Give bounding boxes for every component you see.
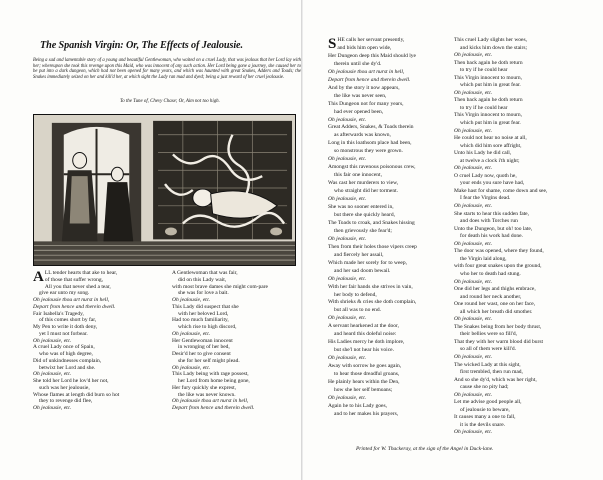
verse-line: Amongst this ravenous poisonous crew, [328,164,416,171]
column-1 [33,270,169,412]
verse-line: first trembled, then run mad, [460,369,523,376]
refrain-line: Oh jealousie, etc. [454,165,493,172]
verse-line: Did of unkindnesses complain, [33,357,102,364]
verse-line: your ends you sure have had, [460,180,525,187]
verse-line: This Dungeon not for many years, [328,100,404,107]
verse-line: Let me advise good people all, [454,399,522,406]
verse-line: her Lord from home being gone, [178,378,250,384]
left-page [0,0,301,480]
verse-line: in wronging of her bed, [178,344,230,351]
verse-line: It causes many a one to fall, [454,414,516,421]
verse-line: And so she dy'd, which was her right, [454,376,537,383]
verse-line: the like was never known. [178,391,236,398]
refrain-line: Oh jealousie, etc. [454,89,493,96]
verse-line: Which made her sorely for to weep, [328,259,407,266]
verse-line: A cruel Lady once of Spain, [33,344,95,351]
verse-line: and round her neck another, [460,293,522,300]
verse-line: Her Dungeon deep this Maid should lye [328,52,416,59]
verse-line: All you that never shed a tear, [44,283,111,290]
verse-line: She starts to hear this sudden fate, [454,210,529,217]
refrain-line: Oh jealousie, etc. [33,337,72,344]
verse-line: their bellies were so fill'd, [460,331,518,338]
verse-line: and her sad doom bewail. [334,267,391,274]
refrain-line: Oh jealousie, etc. [454,429,493,436]
verse-line: The door was opened, where they found, [454,248,544,255]
verse-line: with four great snakes upon the ground, [454,263,542,270]
column-4 [454,37,600,437]
refrain-line: Oh jealousie, etc. [328,355,367,362]
drop-cap: A [33,269,44,285]
verse-line: Away with sorrow he goes again, [328,363,402,370]
verse-line: with most brave dames she might com-pare [172,283,268,290]
verse-line: With shrieks & cries she doth complain, [328,299,417,306]
verse-line: and bids him open wide, [337,44,392,51]
refrain-line: Oh jealousie, etc. [328,315,367,322]
refrain-line: Oh jealousie, etc. [172,364,211,371]
verse-line: and kicks him down the stairs; [460,44,528,51]
verse-line: so monstrous they were grown. [334,148,403,155]
tune-direction: To the Tune of, Chevy Chase; Or, Aim not too high. [120,99,220,104]
verse-line: A Gentlewoman that was fair, [172,270,238,276]
verse-line: One did her legs and thighs embrace, [454,286,536,293]
verse-line: She told her Lord he lov'd her not, [33,378,109,384]
verse-line: Unto his Lady he did call, [454,150,512,157]
verse-line: That they with her warm blood did burst [454,338,544,345]
refrain-line: Depart from hence and therein dwell. [328,76,411,83]
verse-line: all which her breath did smother. [460,308,533,315]
verse-line: A servant hearkened at the door, [328,323,399,330]
verse-line: which put him in great fear. [460,82,521,89]
verse-line: this fair one innocent, [334,172,382,179]
ballad-title: The Spanish Virgin: Or, The Effects of Jealousie. [40,40,243,51]
verse-line: the Virgin laid along, [460,255,507,262]
verse-line: The Snakes being from her body thrust, [454,323,542,330]
verse-line: she was for love a bait. [178,290,229,297]
verse-line: She was no sooner entered in, [328,204,394,211]
verse-line: which rise to high discord, [178,324,237,330]
verse-line: and does with Torches run [460,218,518,225]
verse-line: yet I must not forbear. [39,330,88,337]
verse-line: and fiercely her assail, [334,251,384,258]
column-2 [172,270,300,412]
verse-line: This Lady did suspect that she [172,303,239,310]
verse-line: Was cast her murderers to view, [328,180,399,187]
verse-line: Then back again he doth return [454,59,523,66]
refrain-line: Oh jealousie thou art nurst in hell, [328,68,405,75]
verse-line: but she'l not hear his voice. [334,347,394,354]
refrain-line: Oh jealousie thou art nurst in hell, [172,398,249,405]
refrain-line: Oh jealousie, etc. [328,235,367,242]
verse-line: who was of high degree, [39,351,93,357]
refrain-line: Oh jealousie, etc. [454,353,493,360]
refrain-line: Oh jealousie, etc. [454,52,493,59]
verse-line: give ear unto my song. [39,290,90,297]
verse-line: cause she no pity had; [460,384,509,391]
verse-line: His Ladies mercy he doth implore, [328,339,405,346]
refrain-line: Oh jealousie, etc. [33,405,72,411]
verse-line: they to revenge did flee, [39,398,93,405]
verse-line: to hear those dreadful groans, [334,371,400,378]
printer-imprint: Printed for W. Thackeray, at the sign of the Angel in Duck-lane. [356,446,494,452]
verse-line: O cruel Lady now, quoth he, [454,172,517,179]
verse-line: and heard this doleful noise: [334,331,397,338]
verse-line: Desir'd her to give consent [172,351,231,357]
verse-line: at twelve a clock i'th night; [460,157,520,164]
verse-line: but there she quickly heard, [334,211,395,218]
page-fold [301,0,303,480]
refrain-line: Oh jealousie, etc. [328,275,367,282]
verse-line: therein until she dy'd. [334,60,382,67]
verse-line: This cruel Lady slights her woes, [454,37,528,43]
verse-line: of this comes short by far, [39,317,97,324]
verse-line: as afterwards was known, [334,132,391,139]
verse-line: of jealousie to beware, [460,406,510,413]
refrain-line: Oh jealousie, etc. [454,391,493,398]
verse-line: it is the devils snare. [460,421,506,428]
refrain-line: Oh jealousie, etc. [454,127,493,134]
refrain-line: Depart from hence and therein dwell. [172,405,255,411]
verse-line: Whose flames at length did burn so hot [33,391,120,398]
verse-line: Her fury quickly she exprest, [172,384,236,391]
verse-line: Then back again he doth return [454,97,523,104]
column-3 [328,37,452,419]
verse-line: had ever opened been, [334,108,384,115]
refrain-line: Oh jealousie, etc. [454,240,493,247]
refrain-line: Oh jealousie, etc. [172,330,211,337]
verse-line: And by the story it now appears, [328,84,400,91]
refrain-line: Oh jealousie, etc. [454,278,493,285]
refrain-line: Oh jealousie, etc. [328,116,367,123]
refrain-line: Oh jealousie, etc. [328,196,367,203]
verse-line: ALL tender hearts that ake to hear, [33,269,118,285]
verse-line: such was her jealousie, [39,384,90,391]
verse-line: for death his work had done. [460,233,523,240]
verse-line: My Pen to write it doth deny, [33,324,98,330]
verse-line: of those that suffer wrong, [44,276,103,283]
verse-line: then grievously she fear'd; [334,227,392,234]
refrain-line: Oh jealousie, etc. [33,371,72,378]
verse-line: Her Gentlewoman innocent [172,337,233,344]
verse-line: Again he to his Lady goes, [328,402,387,409]
verse-line: which did him sore affright, [460,142,522,149]
refrain-line: Oh jealousie, etc. [328,394,367,401]
verse-line: did on this Lady wait, [178,276,227,283]
verse-line: He could not hear no noise at all, [454,135,527,142]
refrain-line: Oh jealousie, etc. [328,156,367,163]
refrain-line: Oh jealousie, etc. [172,297,211,303]
verse-line: which put him in great fear. [460,120,521,127]
verse-line: With her fair hands she strives in vain, [328,283,413,290]
verse-line: to try if he could hear [460,104,508,111]
verse-line: Unto the Dungeon, but oh! too late, [454,225,533,232]
verse-line: This Virgin innocent to mourn, [454,74,523,81]
verse-line: so all of them were kill'd. [460,346,516,353]
verse-line: Long in this loathsom place had been, [328,140,412,147]
verse-line: The wicked Lady at this sight, [454,361,521,368]
verse-line: betwixt her Lord and she. [39,364,96,371]
verse-line: One round her wast, one on her face, [454,301,536,308]
refrain-line: Oh jealousie thou art nurst in hell, [33,297,110,303]
woodcut-image [34,115,295,265]
verse-line: with her beloved Lord, [178,310,229,317]
refrain-line: Oh jealousie, etc. [454,203,493,210]
verse-line: her body to defend, [334,291,377,298]
verse-line: He plainly hears within the Den, [328,378,400,385]
verse-line: the like was never seen, [334,92,387,99]
verse-line: The Toads to croak, and Snakes hissing [328,219,415,226]
verse-line: who her to death had stung. [460,270,521,277]
verse-line: she for her self might plead. [178,357,240,364]
verse-line: to try if he could hear [460,67,508,74]
verse-line: This Virgin innocent to mourn, [454,112,523,119]
refrain-line: Depart from hence and therein dwell. [33,303,116,310]
verse-line: Great Adders, Snakes, & Toads therein [328,124,414,131]
drop-cap: S [328,36,337,52]
verse-line: This Lady being with rage possest, [172,371,249,378]
verse-line: SHE calls her servant presently, [328,36,405,52]
refrain-line: Oh jealousie, etc. [454,316,493,323]
verse-line: Make hast for shame, come down and see, [454,187,548,194]
verse-line: I fear the Virgins dead. [460,195,511,202]
verse-line: and to her makes his prayers, [334,410,399,417]
verse-line: Then from their holes those vipers creep [328,243,417,250]
verse-line: who straight did her torment. [334,188,399,195]
verse-line: how she her self bemoans; [334,386,393,393]
verse-line: but all was to no end. [334,307,382,314]
verse-line: Fair Isabella's Tragedy, [33,310,84,317]
ballad-introduction: Being a sad and lamentable story of a young and beautiful Gentlewoman, who waited on a cruel Lady, that was jealous that her Lord lay with her; whereupon she took this revenge upon this Maid, who was innocent of any such action. Her Lord being gone a journey, she caused her to be put into a dark dungeon, which had not been opened for many years, and which was haunted with great Snakes, Adders and Toads; the Snakes immediately seized on her and kill'd her, at which sight the Lady ran mad and dyed; being a just reward of her cruel jealousie. [33,58,301,80]
verse-line: Had too much familiarity, [172,317,229,324]
woodcut-illustration [33,114,296,266]
